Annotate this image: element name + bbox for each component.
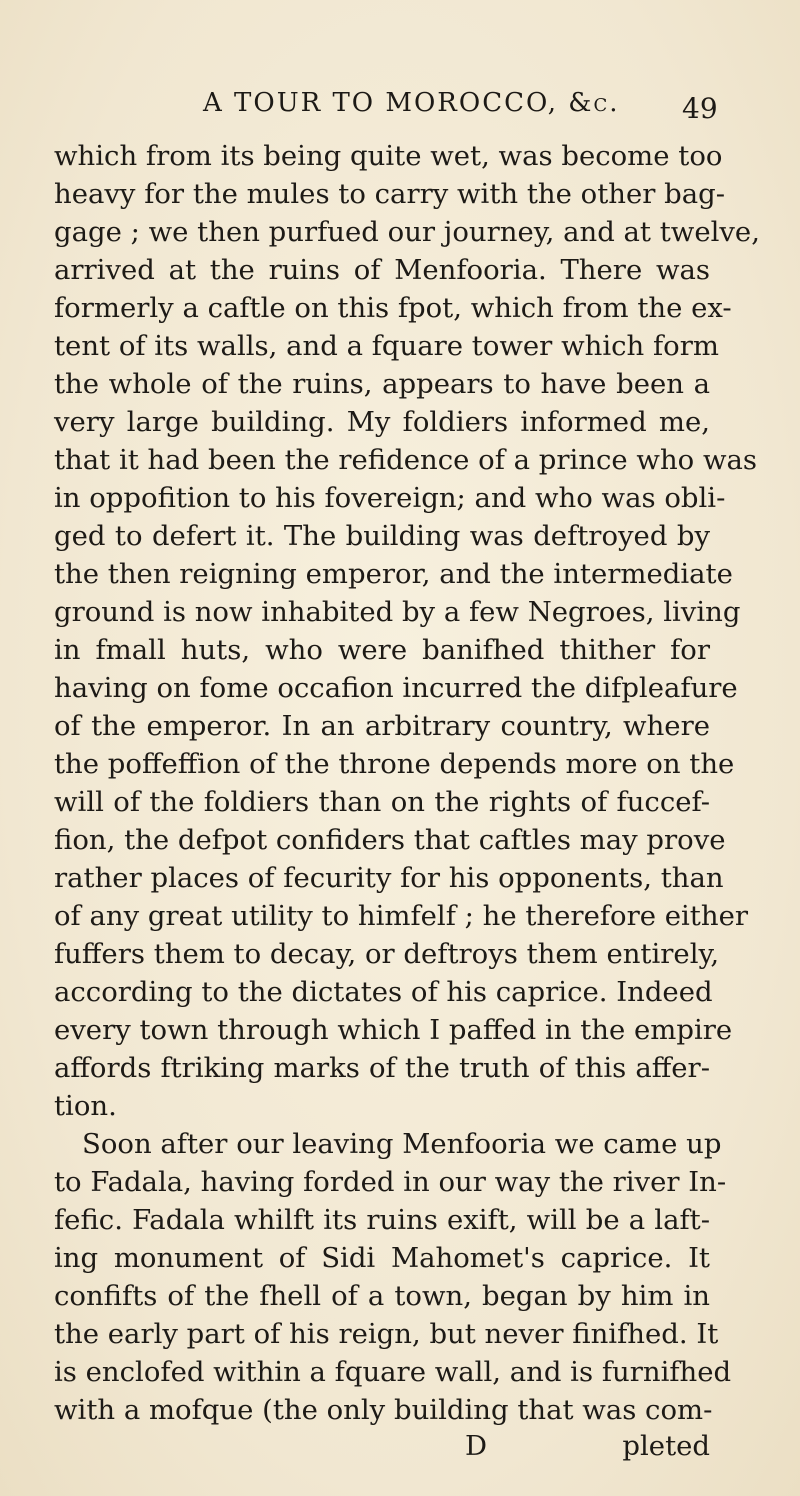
text-line: the whole of the ruins, appears to have been a [54,368,710,400]
text-line: that it had been the refidence of a prince who was [54,444,758,476]
text-line: fion, the defpot confiders that caftles may prove [54,824,726,856]
running-title: A TOUR TO MOROCCO, &c. [203,88,620,118]
page-footer [54,1426,710,1466]
text-line: the early part of his reign, but never finifhed. It [54,1318,719,1350]
text-line: fuffers them to decay, or deftroys them entirely, [54,938,720,970]
text-line: tion. [54,1090,117,1122]
text-line: of any great utility to himfelf ; he therefore either [54,900,748,932]
text-line: the then reigning emperor, and the intermediate [54,558,733,590]
text-line: fefic. Fadala whilft its ruins exift, will be a laft- [54,1204,710,1236]
text-line: tent of its walls, and a fquare tower which form [54,330,719,362]
text-line: having on fome occafion incurred the difpleafure [54,672,738,704]
text-line: ing monument of Sidi Mahomet's caprice. It [54,1242,710,1274]
text-line: in fmall huts, who were banifhed thither for [54,634,710,666]
text-line: is enclofed within a fquare wall, and is furnifhed [54,1356,732,1388]
text-line: affords ftriking marks of the truth of this affer- [54,1052,710,1084]
text-line: to Fadala, having forded in our way the river In- [54,1166,727,1198]
text-line: Soon after our leaving Menfooria we came up [82,1128,722,1160]
text-line: of the emperor. In an arbitrary country, where [54,710,710,742]
text-line: with a mofque (the only building that was com- [54,1394,713,1426]
catchword: pleted [622,1430,710,1462]
text-line: arrived at the ruins of Menfooria. There was [54,254,710,286]
text-line: ground is now inhabited by a few Negroes, living [54,596,741,628]
text-line: which from its being quite wet, was become too [54,140,723,172]
text-line: confifts of the fhell of a town, began by him in [54,1280,710,1312]
text-line: ged to defert it. The building was deftroyed by [54,520,710,552]
text-line: will of the foldiers than on the rights of fuccef- [54,786,710,818]
text-line: according to the dictates of his caprice. Indeed [54,976,713,1008]
running-head [0,82,800,125]
text-line: the poffeffion of the throne depends more on the [54,748,735,780]
text-line: formerly a caftle on this fpot, which from the ex- [54,292,732,324]
text-line: rather places of fecurity for his opponents, than [54,862,724,894]
page-number: 49 [682,92,718,125]
text-line: gage ; we then purfued our journey, and at twelve, [54,216,760,248]
signature-mark: D [465,1430,488,1462]
text-line: very large building. My foldiers informed me, [54,406,710,438]
text-line: heavy for the mules to carry with the other bag- [54,178,726,210]
text-line: in oppofition to his fovereign; and who was obli- [54,482,726,514]
text-line: every town through which I paffed in the empire [54,1014,733,1046]
